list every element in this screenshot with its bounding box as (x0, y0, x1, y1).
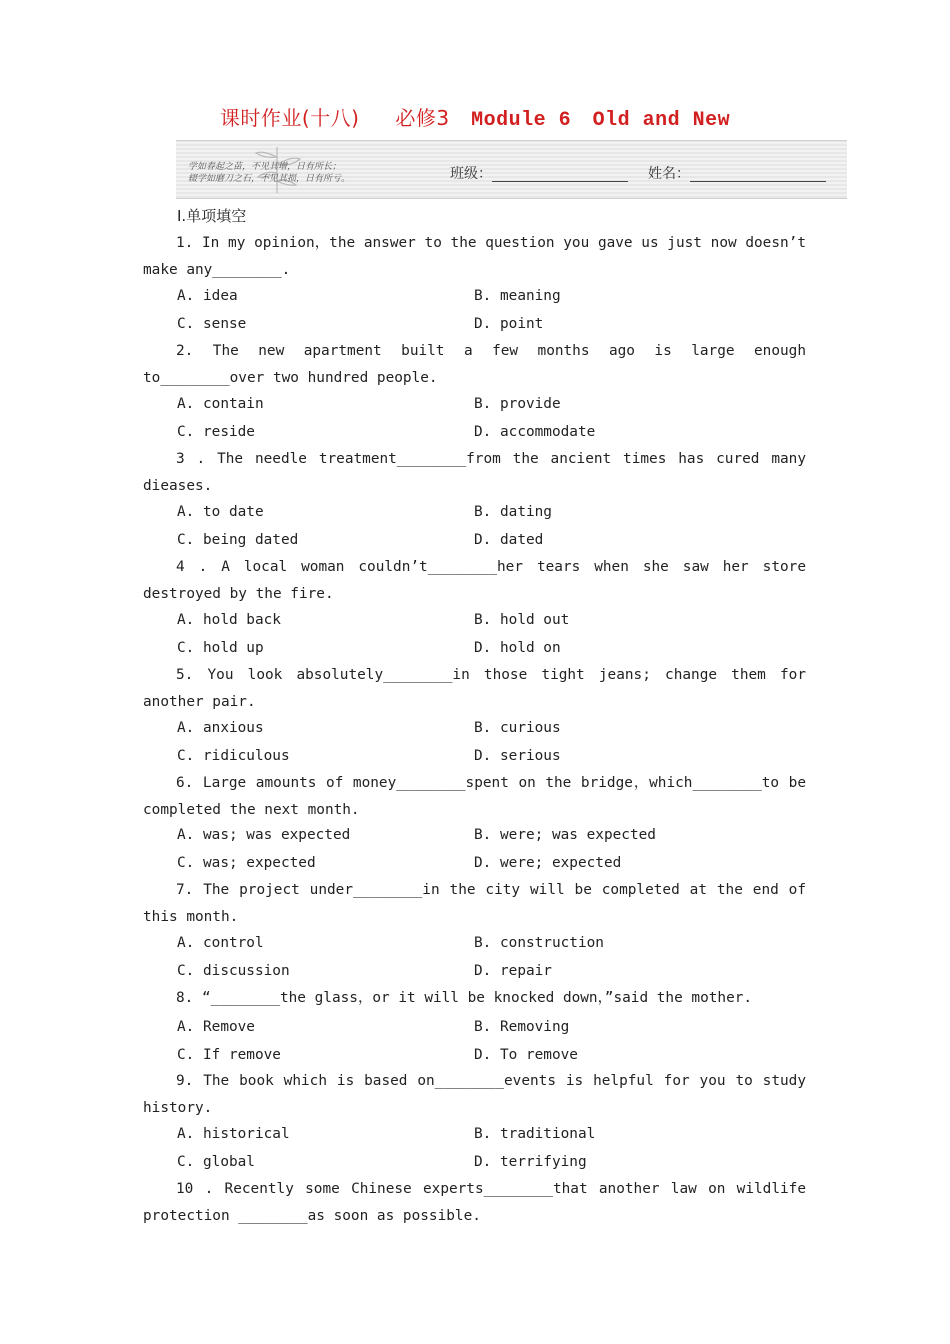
q7-option-a[interactable]: A. control (177, 935, 264, 951)
q8-option-d[interactable]: D. To remove (474, 1047, 578, 1063)
class-label: 班级： (450, 166, 492, 182)
q5-option-a[interactable]: A. anxious (177, 720, 264, 736)
title-topic: Old and New (592, 109, 731, 132)
q1-option-b[interactable]: B. meaning (474, 288, 561, 304)
q2-option-b[interactable]: B. provide (474, 396, 561, 412)
question-2: 2. The new apartment built a few months ago is large enough to________over two hundred people. (143, 343, 806, 386)
question-3: 3 . The needle treatment________from the ancient times has cured many dieases. (143, 451, 806, 494)
q5-option-c[interactable]: C. ridiculous (177, 748, 290, 764)
title-module: Module 6 (471, 109, 572, 132)
q3-option-c[interactable]: C. being dated (177, 532, 299, 548)
q5-option-b[interactable]: B. curious (474, 720, 561, 736)
q9-option-c[interactable]: C. global (177, 1154, 255, 1170)
q2-option-a[interactable]: A. contain (177, 396, 264, 412)
q3-option-b[interactable]: B. dating (474, 504, 552, 520)
q9-option-d[interactable]: D. terrifying (474, 1154, 587, 1170)
title-course: 必修3 (395, 106, 450, 130)
q7-option-d[interactable]: D. repair (474, 963, 552, 979)
q7-option-c[interactable]: C. discussion (177, 963, 290, 979)
q3-option-a[interactable]: A. to date (177, 504, 264, 520)
q6-option-a[interactable]: A. was; was expected (177, 827, 351, 843)
q1-option-c[interactable]: C. sense (177, 316, 247, 332)
q5-option-d[interactable]: D. serious (474, 748, 561, 764)
q2-option-d[interactable]: D. accommodate (474, 424, 596, 440)
q9-option-a[interactable]: A. historical (177, 1126, 290, 1142)
section-title: Ⅰ.单项填空 (177, 207, 247, 225)
q4-option-c[interactable]: C. hold up (177, 640, 264, 656)
q1-option-d[interactable]: D. point (474, 316, 544, 332)
q6-option-b[interactable]: B. were; was expected (474, 827, 656, 843)
q7-option-b[interactable]: B. construction (474, 935, 604, 951)
question-9: 9. The book which is based on________events is helpful for you to study history. (143, 1073, 806, 1116)
question-8: 8. “________the glass，or it will be knocked down，”said the mother. (176, 990, 753, 1006)
title-cn: 课时作业(十八) (219, 106, 360, 130)
q4-option-b[interactable]: B. hold out (474, 612, 570, 628)
motto-line-1: 学如春起之苗，不见其增，日有所长； (188, 162, 342, 172)
motto (188, 161, 350, 185)
q6-option-c[interactable]: C. was; expected (177, 855, 316, 871)
question-10: 10 . Recently some Chinese experts________that another law on wildlife protection ________as soon as possible. (143, 1181, 806, 1224)
question-1: 1. In my opinion，the answer to the question you gave us just now doesn’t make any________. (143, 235, 806, 278)
q4-option-a[interactable]: A. hold back (177, 612, 281, 628)
motto-line-2: 辍学如磨刀之石，不见其损，日有所亏。 (188, 174, 351, 184)
q8-option-c[interactable]: C. If remove (177, 1047, 281, 1063)
question-4: 4 . A local woman couldn’t________her tears when she saw her store destroyed by the fire. (143, 559, 806, 602)
question-5: 5. You look absolutely________in those tight jeans; change them for another pair. (143, 667, 806, 710)
q2-option-c[interactable]: C. reside (177, 424, 255, 440)
page-title (0, 102, 950, 132)
name-blank[interactable] (690, 167, 826, 182)
q8-option-b[interactable]: B. Removing (474, 1019, 570, 1035)
q8-option-a[interactable]: A. Remove (177, 1019, 255, 1035)
name-field (648, 163, 826, 183)
class-blank[interactable] (492, 167, 628, 182)
q6-option-d[interactable]: D. were; expected (474, 855, 622, 871)
q9-option-b[interactable]: B. traditional (474, 1126, 596, 1142)
question-7: 7. The project under________in the city will be completed at the end of this month. (143, 882, 806, 925)
q4-option-d[interactable]: D. hold on (474, 640, 561, 656)
question-6: 6. Large amounts of money________spent on the bridge，which________to be completed the next month. (143, 775, 806, 818)
header-banner (176, 140, 847, 199)
class-field (450, 163, 628, 183)
q3-option-d[interactable]: D. dated (474, 532, 544, 548)
q1-option-a[interactable]: A. idea (177, 288, 238, 304)
name-label: 姓名： (648, 166, 690, 182)
